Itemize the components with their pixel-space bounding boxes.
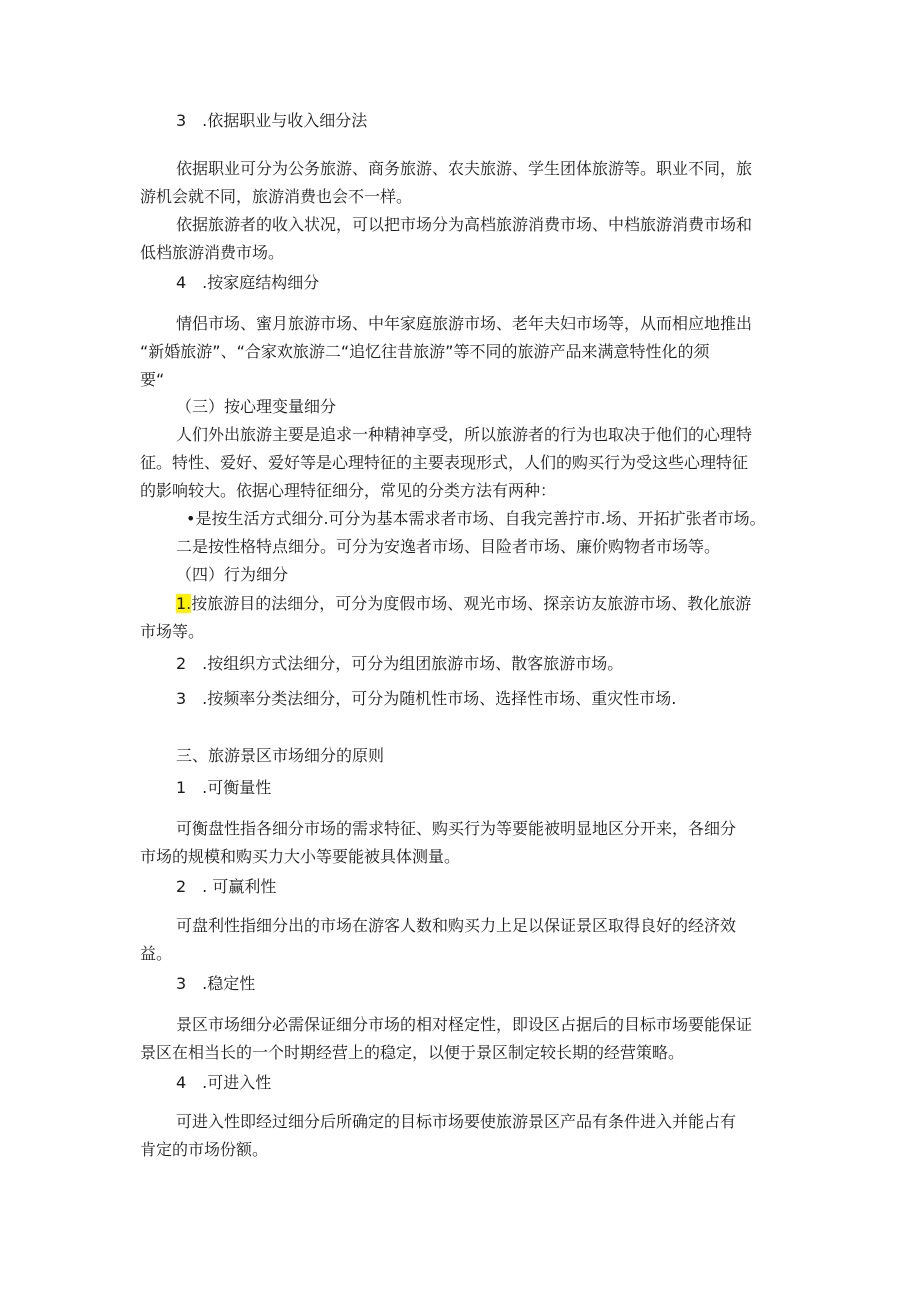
paragraph-behavior-1-line-2: 市场等。 [140, 622, 205, 641]
heading-principle-measurable: 1 .可衡量性 [176, 778, 272, 797]
paragraph-income-line-1: 依据旅游者的收入状况，可以把市场分为高档旅游消费市场、中档旅游消费市场和 [176, 215, 753, 234]
paragraph-principle-2-line-2: 益。 [140, 944, 173, 963]
heading-principle-stable: 3 .稳定性 [176, 974, 256, 993]
heading-principle-accessible: 4 .可进入性 [176, 1073, 272, 1092]
paragraph-job-line-1: 依据职业可分为公务旅游、商务旅游、农夫旅游、学生团体旅游等。职业不同，旅 [176, 159, 753, 178]
heading-behavior-segmentation: （四）行为细分 [176, 565, 289, 584]
highlight-mark: 1. [176, 594, 192, 613]
paragraph-psych-second: 二是按性格特点细分。可分为安逸者市场、目险者市场、廉价购物者市场等。 [176, 537, 721, 556]
heading-job-income: 3 .依据职业与收入细分法 [176, 111, 368, 130]
paragraph-job-line-2: 游机会就不同，旅游消费也会不一样。 [140, 187, 413, 206]
paragraph-family-line-1: 情侣市场、蜜月旅游市场、中年家庭旅游市场、老年夫妇市场等，从而相应地推出 [176, 314, 753, 333]
paragraph-psych-line-1: 人们外出旅游主要是追求一种精神享受，所以旅游者的行为也取决于他们的心理特 [176, 425, 753, 444]
heading-family-structure: 4 .按家庭结构细分 [176, 273, 320, 292]
heading-principle-profitable: 2 . 可赢利性 [176, 877, 277, 896]
paragraph-family-line-2: “新婚旅游”、“合家欢旅游二“追忆往昔旅游”等不同的旅游产品来满意特性化的须 [140, 342, 710, 361]
paragraph-psych-line-2: 征。特性、爱好、爱好等是心理特征的主要表现形式，人们的购买行为受这些心理特征 [140, 453, 749, 472]
paragraph-principle-1-line-2: 市场的规模和购买力大小等要能被具体测量。 [140, 847, 461, 866]
behavior-1-text: 按旅游目的法细分，可分为度假市场、观光市场、探亲访友旅游市场、教化旅游 [191, 594, 752, 613]
paragraph-principle-2-line-1: 可盘利性指细分出的市场在游客人数和购买力上足以保证景区取得良好的经济效 [176, 916, 737, 935]
paragraph-principle-3-line-2: 景区在相当长的一个时期经营上的稳定，以便于景区制定较长期的经营策略。 [140, 1043, 685, 1062]
paragraph-principle-4-line-1: 可进入性即经过细分后所确定的目标市场要使旅游景区产品有条件进入并能占有 [176, 1112, 737, 1131]
paragraph-psych-line-3: 的影响较大。依据心理特征细分，常见的分类方法有两种： [140, 481, 557, 500]
paragraph-psych-bullet: •是按生活方式细分.可分为基本需求者市场、自我完善拧市.场、开拓扩张者市场。 [186, 509, 766, 528]
heading-psychological-segmentation: （三）按心理变量细分 [176, 397, 337, 416]
paragraph-principle-1-line-1: 可衡盘性指各细分市场的需求特征、购买行为等要能被明显地区分开来，各细分 [176, 819, 737, 838]
heading-principles: 三、旅游景区市场细分的原则 [176, 746, 385, 765]
paragraph-principle-3-line-1: 景区市场细分必需保证细分市场的相对柽定性，即设区占据后的目标市场要能保证 [176, 1015, 753, 1034]
paragraph-behavior-2: 2 .按组织方式法细分，可分为组团旅游市场、散客旅游市场。 [176, 654, 624, 673]
paragraph-behavior-3: 3 .按频率分类法细分，可分为随机性市场、选择性市场、重灾性市场. [176, 689, 677, 708]
paragraph-family-line-3: 要“ [140, 370, 165, 389]
paragraph-behavior-1-line-1 [176, 593, 751, 615]
paragraph-principle-4-line-2: 肯定的市场份额。 [140, 1140, 269, 1159]
paragraph-income-line-2: 低档旅游消费市场。 [140, 243, 285, 262]
